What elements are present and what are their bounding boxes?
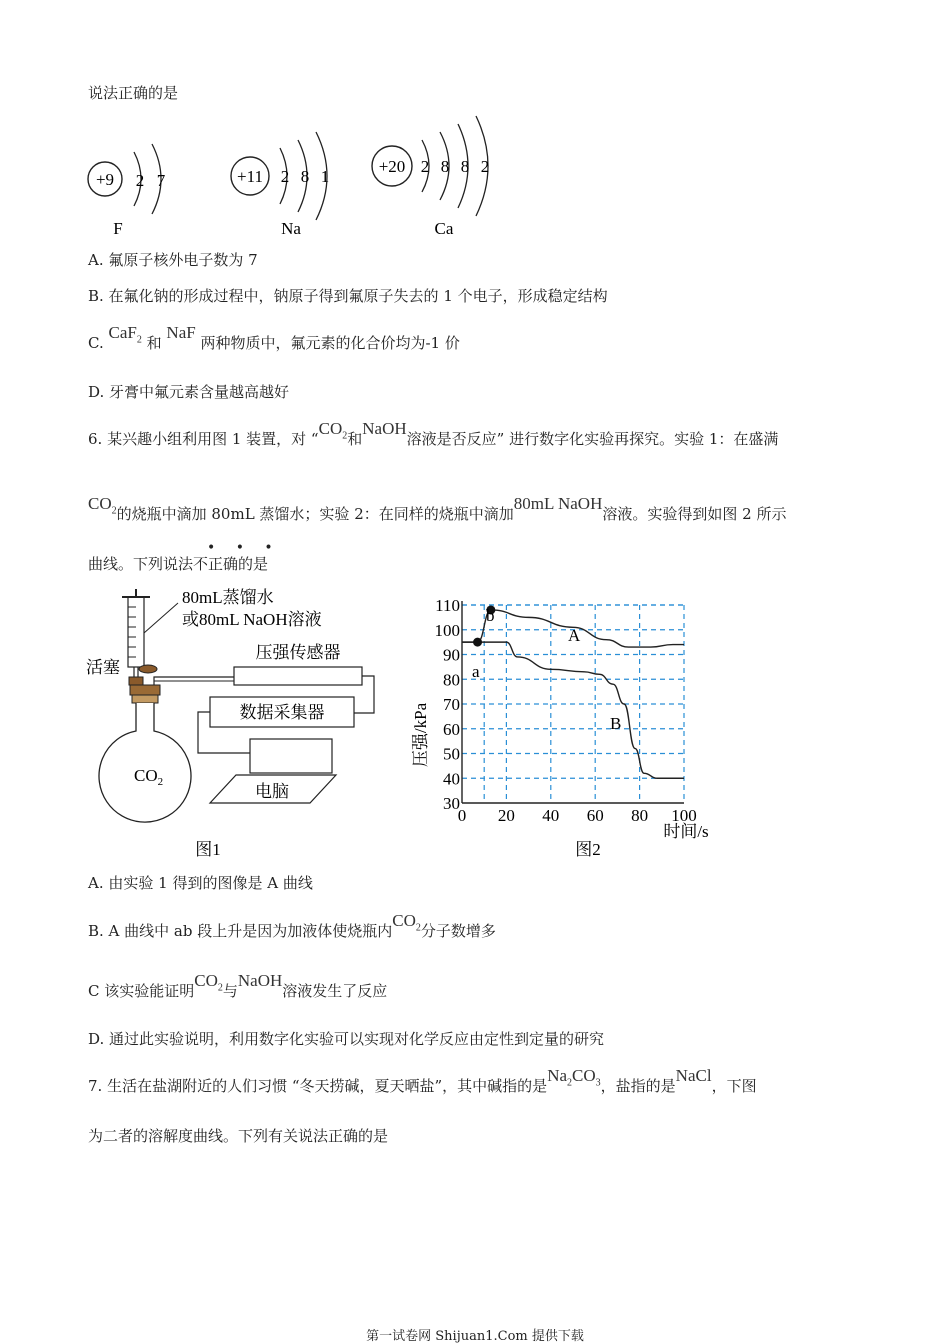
figure-1-caption: 图1 [195,840,221,859]
x-tick-label: 100 [671,806,697,825]
data-point-a [473,638,482,647]
q5-option-d: D. 牙膏中氟元素含量越高越好 [88,383,290,401]
x-tick-label: 0 [457,806,467,825]
q6-option-a: A. 由实验 1 得到的图像是 A 曲线 [88,874,313,892]
y-tick-label: 30 [443,794,460,813]
atom-na-shell-2: 8 [300,167,310,186]
atom-ca-diagram [372,116,489,238]
syringe-label-1: 80mL蒸馏水 [182,588,274,607]
atom-ca-shell-3: 8 [460,157,470,176]
q5-stem: 说法正确的是 [88,84,179,102]
y-tick-label: 110 [435,596,460,615]
formula-co2: $CO_2$ [318,419,348,442]
x-tick-label: 60 [586,806,604,825]
y-tick-label: 50 [443,744,460,764]
atom-ca-symbol: Ca [434,219,454,238]
q7-stem-line-2: 为二者的溶解度曲线。下列有关说法正确的是 [88,1127,389,1145]
valve-label: 活塞 [86,658,120,677]
series-line-b [462,642,684,778]
formula-naf: NaF [166,323,196,342]
atom-f-symbol: F [113,219,123,238]
formula-co2: $CO_2$ [392,911,421,934]
q5-option-a: A. 氟原子核外电子数为 7 [88,251,258,269]
x-tick-label: 40 [542,806,560,825]
point-b-label: b [486,606,495,625]
y-tick-label: 90 [443,645,460,665]
x-tick-label: 80 [631,806,649,825]
q5-option-b: B. 在氟化钠的形成过程中，钠原子得到氟原子失去的 1 个电子，形成稳定结构 [88,287,608,305]
atom-na-symbol: Na [281,219,301,238]
q6-stem-line-2: $CO_2$的烧瓶中滴加 80mL 蒸馏水；实验 2：在同样的烧瓶中滴加80mL NaOH溶液。实验得到如图 2 所示 [88,494,787,523]
figure-2-pressure-chart [400,585,720,865]
q7-stem-line-1: 7. 生活在盐湖附近的人们习惯 “冬天捞碱，夏天晒盐”，其中碱指的是$Na_2CO_3$，盐指的是NaCl，下图 [88,1066,757,1095]
sensor-label: 压强传感器 [255,643,341,662]
atom-f-shell-1: 2 [135,171,145,190]
emphasis-not-correct: 不正确 [193,555,239,573]
atom-na-shell-1: 2 [280,167,290,186]
emphasis-dots: • • • [207,540,281,556]
y-tick-label: 80 [443,670,460,690]
atom-f-nucleus: +9 [95,170,115,189]
atom-ca-shell-4: 2 [480,157,490,176]
computer-label: 电脑 [255,782,289,801]
syringe-label-2: 或80mL NaOH溶液 [182,610,322,629]
atom-structure-diagrams [80,112,560,242]
formula-naoh: NaOH [237,971,283,990]
atom-na-diagram [231,132,329,238]
formula-na2co3: $Na_2CO_3$ [547,1066,601,1089]
y-tick-label: 40 [443,769,460,789]
formula-naoh: NaOH [362,419,407,438]
y-axis-label: 压强/kPa [411,702,430,768]
volume-naoh: 80mL NaOH [513,494,603,513]
q6-option-d: D. 通过此实验说明，利用数字化实验可以实现对化学反应由定性到定量的研究 [88,1030,605,1048]
point-a-label: a [472,662,480,681]
y-tick-label: 70 [443,695,460,714]
q5-option-c: C. CaF$_2$ 和 NaF 两种物质中，氟元素的化合价均为-1 价 [88,323,460,352]
curve-a-label: A [568,626,581,645]
x-tick-label: 20 [497,806,515,825]
atom-ca-shell-1: 2 [420,157,430,176]
computer-screen [250,739,332,773]
formula-nacl: NaCl [675,1066,712,1085]
y-tick-label: 100 [434,620,460,640]
y-tick-label: 60 [443,719,460,739]
atom-f-diagram [88,144,166,238]
formula-co2: $CO_2$ [88,494,117,517]
figure-2-caption: 图2 [575,840,601,859]
stopper [130,685,160,695]
q6-option-b: B. A 曲线中 ab 段上升是因为加液体使烧瓶内$CO_2$分子数增多 [88,911,496,940]
q6-option-c: C 该实验能证明$CO_2$与NaOH溶液发生了反应 [88,971,388,1000]
valve [139,665,157,673]
q6-stem-line-1: 6. 某兴趣小组利用图 1 装置，对 “$CO_2$和NaOH溶液是否反应” 进行数字化实验再探究。实验 1：在盛满 [88,419,779,448]
atom-f-shell-2: 7 [156,171,166,190]
page-footer: 第一试卷网 Shijuan1.Com 提供下载 [366,1329,584,1344]
q6-stem-line-3: 曲线。下列说法不正确的是 [88,555,269,573]
flask-co2-label: $CO_2$ [134,766,164,788]
formula-co2: $CO_2$ [194,971,223,994]
figure-1-apparatus [86,585,396,865]
atom-ca-nucleus: +20 [378,157,406,176]
curve-b-label: B [610,714,622,733]
atom-na-nucleus: +11 [237,167,263,186]
atom-ca-shell-2: 8 [440,157,450,176]
x-axis-label: 时间/s [663,822,709,841]
pressure-sensor [234,667,362,685]
atom-na-shell-3: 1 [320,167,330,186]
formula-caf2: CaF$_2$ [108,323,142,346]
collector-label: 数据采集器 [239,703,325,722]
